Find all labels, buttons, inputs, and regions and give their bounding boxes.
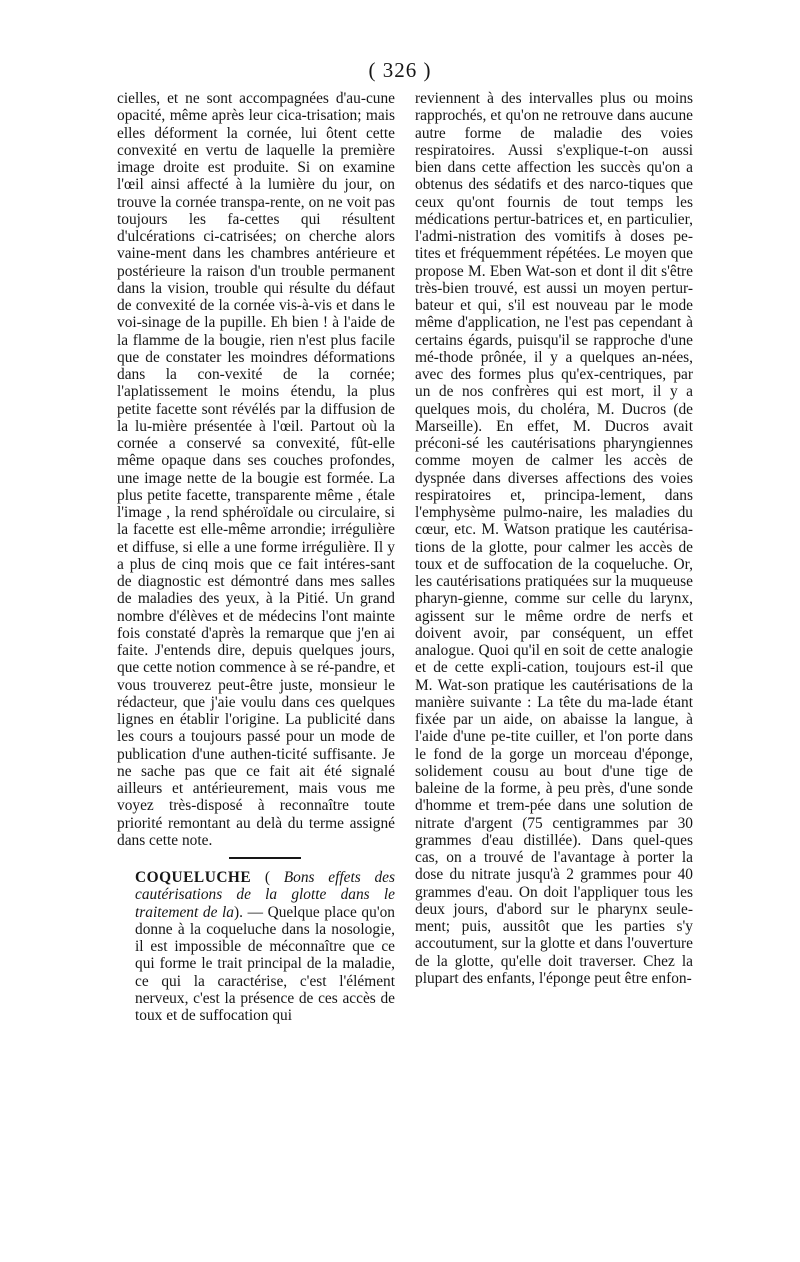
heading-open-paren: ( [251, 869, 284, 886]
coqueluche-paragraph: — Quelque place qu'on donne à la coqueluche dans la nosologie, il est impossible de méconnaître que ce qui forme le trait principal de la maladie, ce qui la caractérise, c'est l'élément nerveux, c'est la présence de ces accès de toux et de suffocation qui [135, 903, 395, 1024]
section-heading: COQUELUCHE [135, 869, 252, 886]
left-column-text-paragraph: cielles, et ne sont accompagnées d'au-cune opacité, même après leur cica-trisation; mais elles déforment la cornée, lui ôtent cette convexité en vertu de laquelle la première image droite est produite. Si on examine l'œil ainsi affecté à la lumière du jour, on trouve la cornée transpa-rente, on ne voit pas toujours les fa-cettes qui résultent d'ulcérations ci-catrisées; on cherche alors vaine-ment dans les chambres antérieure et postérieure la raison d'un trouble permanent dans la vision, trouble qui résulte du défaut de convexité de la cornée vis-à-vis et dans le voi-sinage de la pupille. Eh bien ! à l'aide de la flamme de la bougie, rien n'est plus facile que de constater les moindres déformations dans la con-vexité de la cornée; l'aplatissement le moins étendu, la plus petite facette sont révélés par la diffusion de la lu-mière présentée à l'œil. Partout où la cornée a conservé sa convexité, fût-elle même opaque dans ses couches profondes, une image nette de la bougie est formée. La plus petite facette, transparente même , étale l'image , la rend sphéroïdale ou circulaire, si la facette est elle-même arrondie; irrégulière et diffuse, si elle a une forme irrégulière. Il y a plus de cinq mois que ce fait intéres-sant de diagnostic est démontré dans mes salles de maladies des yeux, à la Pitié. Un grand nombre d'élèves et de médecins l'ont mainte fois constaté d'après la remarque que j'en ai faite. J'entends dire, depuis quelques jours, que cette notion commence à se ré-pandre, et vous trouverez peut-être juste, monsieur le rédacteur, que j'aie voulu dans ces quelques lignes en établir l'origine. La publicité dans les cours a toujours passé pour un mode de publication d'une authen-ticité suffisante. Je ne sache pas que ce fait ait été signalé ailleurs et antérieurement, mais vous me voyez très-disposé à reconnaître toute priorité remontant au delà du terme assigné dans cette note. [117, 90, 395, 849]
left-column [117, 90, 395, 1024]
section-divider [229, 857, 301, 859]
right-column [415, 90, 693, 987]
coqueluche-section [117, 869, 395, 1024]
section-divider-wrap [117, 849, 395, 869]
section-subtitle: Bons effets des cautérisations de la glotte dans le traitement de la [135, 869, 395, 921]
heading-close-paren: ). [234, 903, 243, 921]
right-column-text-paragraph: reviennent à des intervalles plus ou moins rapprochés, et qu'on ne retrouve dans aucune autre forme de maladie des voies respiratoires. Aussi s'explique-t-on aussi bien dans cette affection les succès qu'on a obtenus des sédatifs et des narco-tiques que ceux qu'ont fournis de tout temps les médications pertur-batrices et, en particulier, l'admi-nistration des vomitifs à doses pe-tites et fréquemment répétées. Le moyen que propose M. Eben Wat-son et dont il dit s'être très-bien trouvé, est aussi un moyen pertur-bateur et qui, s'il est nouveau par le mode même d'application, ne l'est pas cependant à certains égards, puisqu'il se rapproche d'une mé-thode prônée, il y a quelques an-nées, avec des formes plus qu'ex-centriques, par un de nos confrères qui est mort, il y a quelques mois, du choléra, M. Ducros (de Marseille). En effet, M. Ducros avait préconi-sé les cautérisations pharyngiennes comme moyen de calmer les accès de dyspnée dans diverses affections des voies respiratoires et, principa-lement, dans l'emphysème pulmo-naire, les maladies du cœur, etc. M. Watson pratique les cautérisa-tions de la glotte, pour calmer les accès de toux et de suffocation de la coqueluche. Or, les cautérisations pratiquées sur la muqueuse pharyn-gienne, comme sur celle du larynx, agissent sur le même ordre de nerfs et doivent avoir, par conséquent, un effet analogue. Quoi qu'il en soit de cette analogie et de cette expli-cation, toujours est-il que M. Wat-son pratique les cautérisations de la manière suivante : La tête du ma-lade étant fixée par un aide, on abaisse la langue, à l'aide d'une pe-tite cuiller, et l'on porte dans le fond de la gorge un morceau d'éponge, solidement cousu au bout d'une tige de baleine de la forme, à peu près, d'une sonde d'homme et trem-pée dans une solution de nitrate d'argent (75 centigrammes par 30 grammes d'eau distillée). Dans quel-ques cas, on a trouvé de l'avantage à porter la dose du nitrate jusqu'à 2 grammes pour 40 grammes d'eau. On doit l'appliquer tous les deux jours, d'abord sur le pharynx seule-ment; puis, aussitôt que les parties s'y accoutument, sur la glotte et dans l'ouverture de la glotte, qu'elle doit traverser. Chez la plupart des enfants, l'éponge peut être enfon- [415, 90, 693, 987]
page-number: ( 326 ) [368, 58, 432, 82]
